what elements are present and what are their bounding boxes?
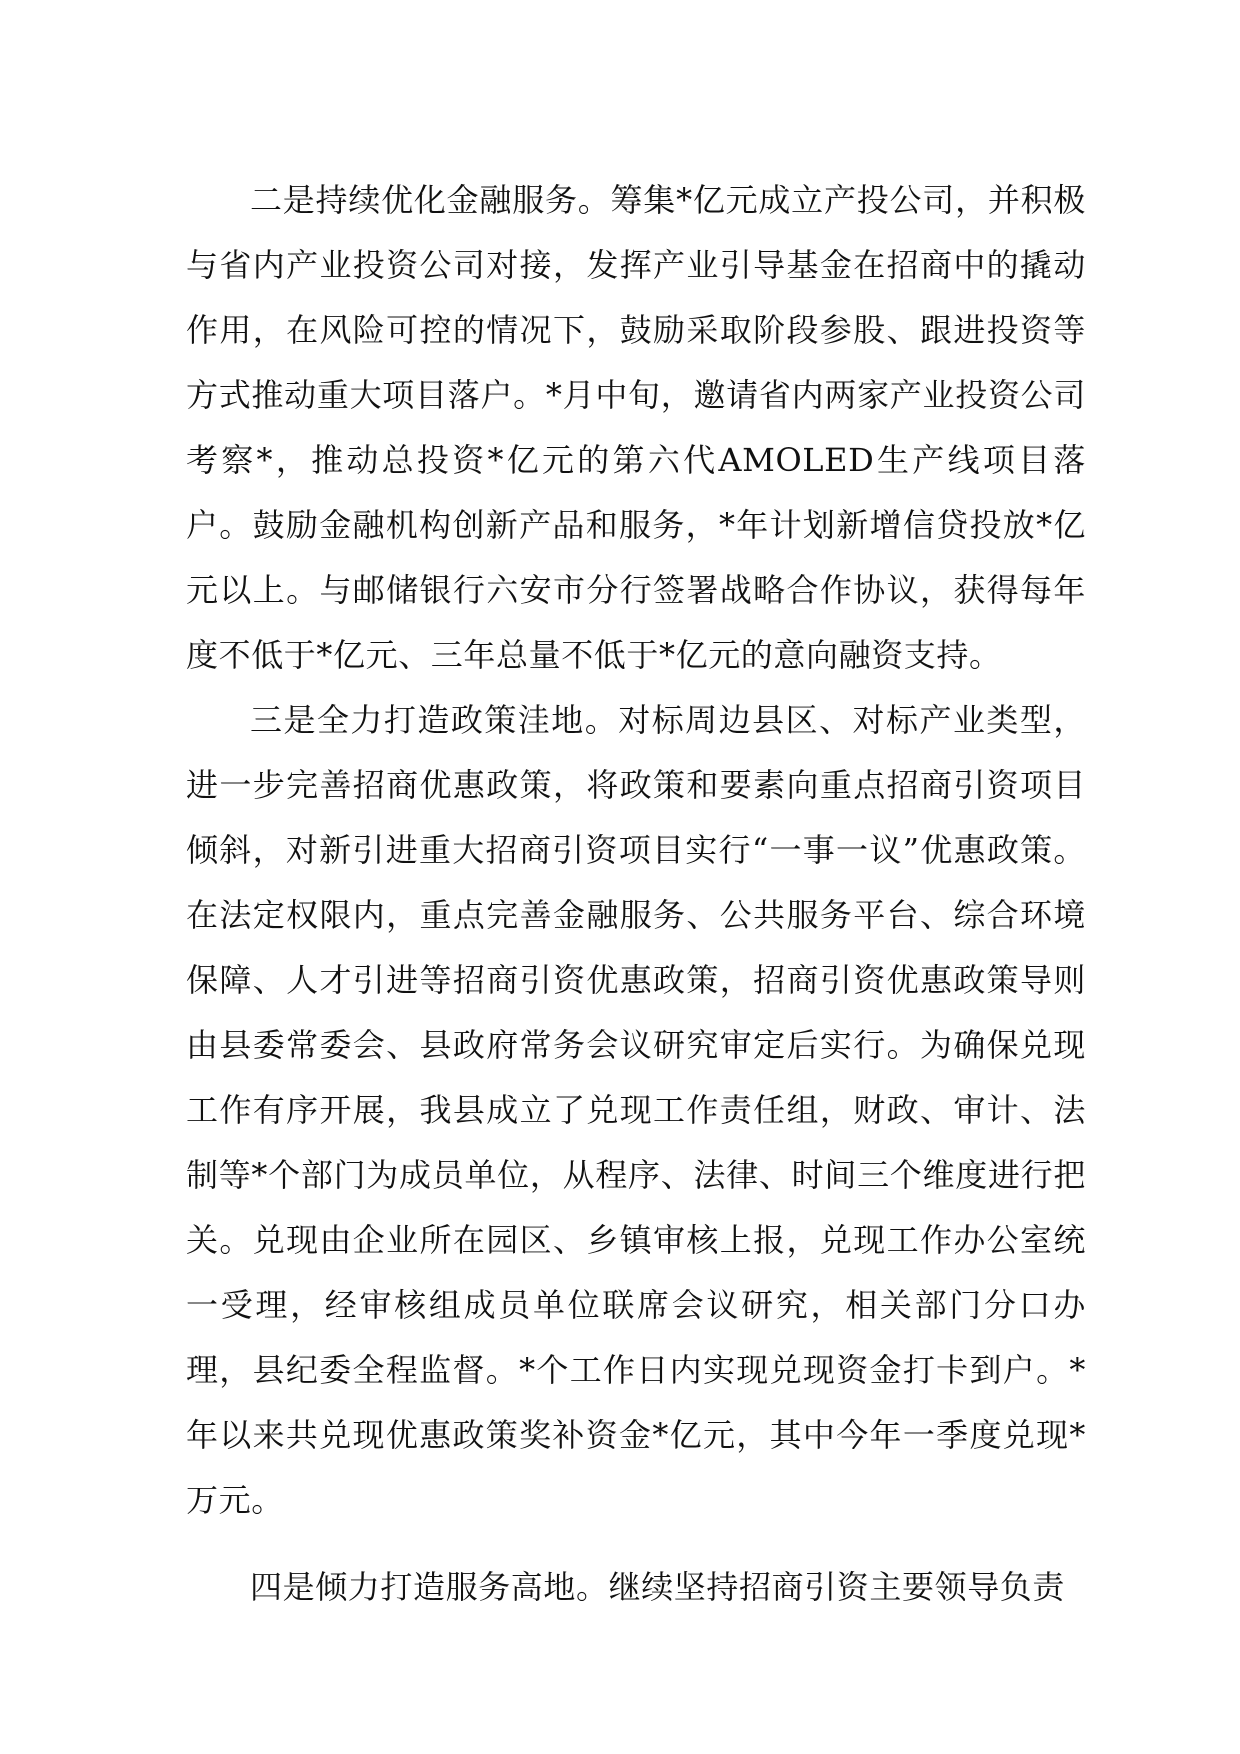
paragraph-service-highland: 四是倾力打造服务高地。继续坚持招商引资主要领导负责 — [250, 1568, 1066, 1606]
document-body — [186, 168, 1086, 1620]
paragraph-policy-lowland: 三是全力打造政策洼地。对标周边县区、对标产业类型，进一步完善招商优惠政策，将政策和要素向重点招商引资项目倾斜，对新引进重大招商引资项目实行“一事一议”优惠政策。在法定权限内，重点完善金融服务、公共服务平台、综合环境保障、人才引进等招商引资优惠政策，招商引资优惠政策导则由县委常委会、县政府常务会议研究审定后实行。为确保兑现工作有序开展，我县成立了兑现工作责任组，财政、审计、法制等*个部门为成员单位，从程序、法律、时间三个维度进行把关。兑现由企业所在园区、乡镇审核上报，兑现工作办公室统一受理，经审核组成员单位联席会议研究，相关部门分口办理，县纪委全程监督。*个工作日内实现兑现资金打卡到户。*年以来共兑现优惠政策奖补资金*亿元，其中今年一季度兑现*万元。 — [186, 701, 1086, 1519]
paragraph-financial-services: 二是持续优化金融服务。筹集*亿元成立产投公司，并积极与省内产业投资公司对接，发挥产业引导基金在招商中的撬动作用，在风险可控的情况下，鼓励采取阶段参股、跟进投资等方式推动重大项目落户。*月中旬，邀请省内两家产业投资公司考察*，推动总投资*亿元的第六代AMOLED生产线项目落户。鼓励金融机构创新产品和服务，*年计划新增信贷投放*亿元以上。与邮储银行六安市分行签署战略合作协议，获得每年度不低于*亿元、三年总量不低于*亿元的意向融资支持。 — [186, 181, 1086, 674]
